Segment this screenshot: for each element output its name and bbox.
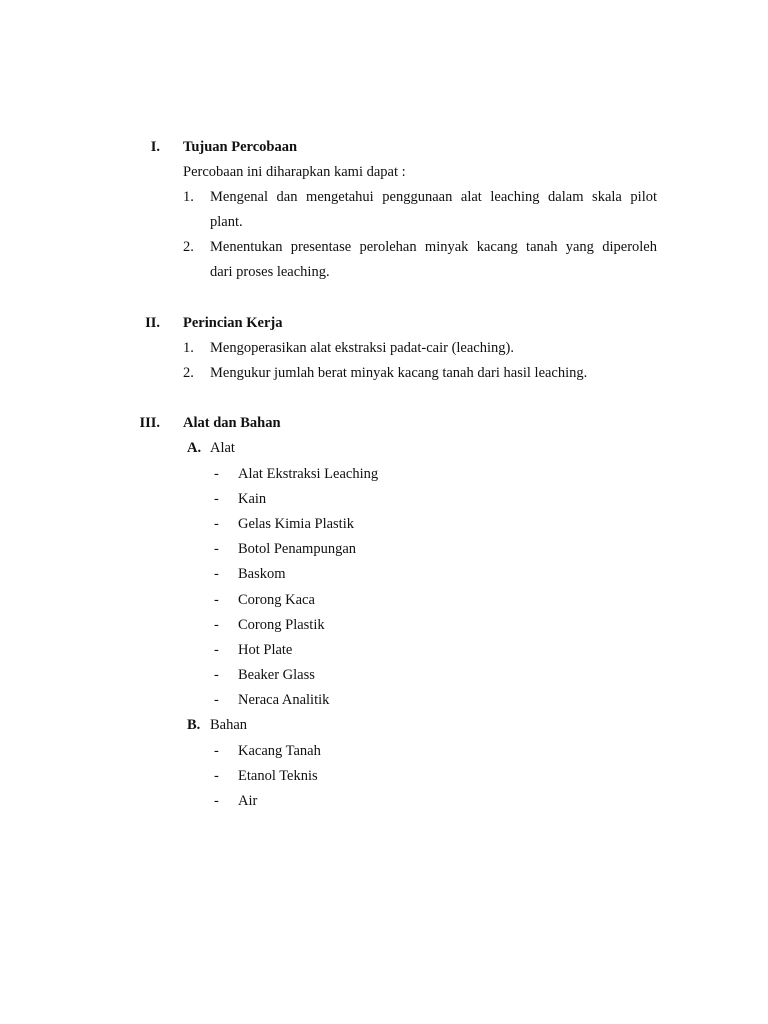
list-item: Kacang Tanah: [238, 743, 321, 759]
list-item: Alat Ekstraksi Leaching: [238, 466, 379, 482]
list-number: 1.: [183, 340, 194, 356]
dash-bullet: -: [214, 692, 219, 708]
list-item-text: Menentukan presentase perolehan minyak kacang tanah yang diperoleh: [210, 239, 657, 255]
section-numeral: I.: [150, 139, 160, 155]
list-item: Baskom: [238, 566, 286, 582]
list-item-text: Mengenal dan mengetahui penggunaan alat leaching dalam skala pilot: [210, 189, 657, 205]
dash-bullet: -: [214, 541, 219, 557]
section-heading: Perincian Kerja: [183, 315, 283, 331]
section-numeral: III.: [139, 415, 160, 431]
dash-bullet: -: [214, 743, 219, 759]
section-heading: Tujuan Percobaan: [183, 139, 298, 155]
list-item: Air: [238, 793, 258, 809]
list-item-text-continued: plant.: [210, 214, 243, 230]
section-heading: Alat dan Bahan: [183, 415, 281, 431]
subsection-letter: A.: [187, 440, 202, 456]
dash-bullet: -: [214, 491, 219, 507]
dash-bullet: -: [214, 466, 219, 482]
dash-bullet: -: [214, 793, 219, 809]
list-item: Etanol Teknis: [238, 768, 318, 784]
dash-bullet: -: [214, 667, 219, 683]
dash-bullet: -: [214, 617, 219, 633]
dash-bullet: -: [214, 592, 219, 608]
list-item: Hot Plate: [238, 642, 293, 658]
list-item: Gelas Kimia Plastik: [238, 516, 354, 532]
list-number: 1.: [183, 189, 194, 205]
dash-bullet: -: [214, 642, 219, 658]
dash-bullet: -: [214, 516, 219, 532]
list-item-text-continued: dari proses leaching.: [210, 264, 330, 280]
list-item: Neraca Analitik: [238, 692, 330, 708]
section-numeral: II.: [145, 315, 160, 331]
list-item: Beaker Glass: [238, 667, 315, 683]
list-item: Kain: [238, 491, 267, 507]
list-item: Corong Kaca: [238, 592, 315, 608]
dash-bullet: -: [214, 768, 219, 784]
subsection-title: Bahan: [210, 717, 248, 733]
section-intro: Percobaan ini diharapkan kami dapat :: [183, 164, 406, 180]
subsection-letter: B.: [187, 717, 201, 733]
list-item-text: Mengoperasikan alat ekstraksi padat-cair (leaching).: [210, 340, 514, 356]
subsection-title: Alat: [210, 440, 235, 456]
list-item-text: Mengukur jumlah berat minyak kacang tanah dari hasil leaching.: [210, 365, 588, 381]
list-number: 2.: [183, 239, 194, 255]
list-item: Corong Plastik: [238, 617, 325, 633]
list-number: 2.: [183, 365, 194, 381]
dash-bullet: -: [214, 566, 219, 582]
list-item: Botol Penampungan: [238, 541, 357, 557]
